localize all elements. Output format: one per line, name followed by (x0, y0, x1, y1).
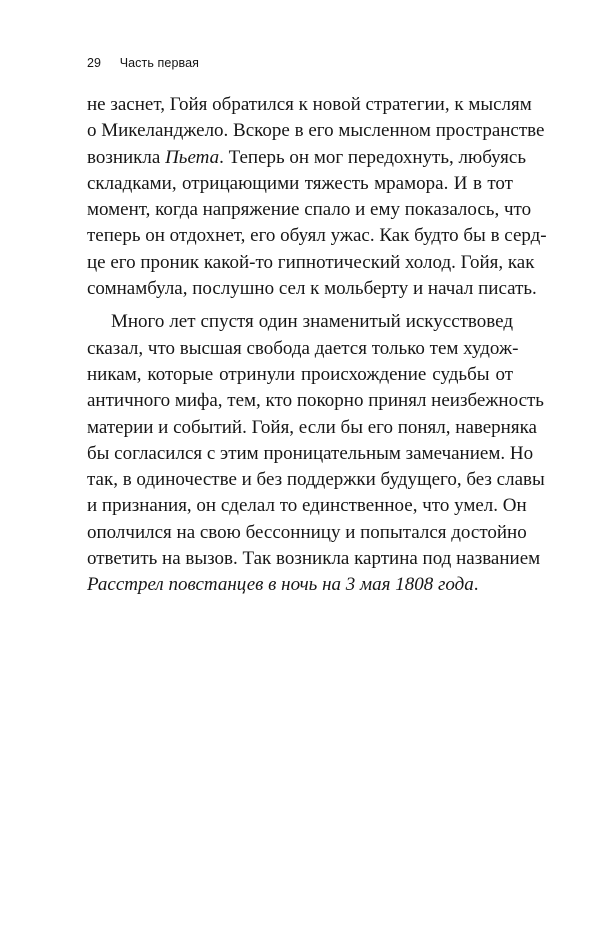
text-line: ополчился на свою бессонницу и попытался достойно (87, 521, 527, 543)
text-line: теперь он отдохнет, его обуял ужас. Как будто бы в серд- (87, 225, 547, 247)
text-line: це его проник какой-то гипнотический холод. Гойя, как (87, 251, 535, 273)
text-line: сомнамбула, послушно сел к мольберту и начал писать. (87, 278, 537, 300)
text-line: античного мифа, тем, кто покорно принял неизбежность (87, 390, 544, 412)
text-line: никам, которые отринули происхождение судьбы от (87, 363, 513, 385)
text-line: Расстрел повстанцев в ночь на 3 мая 1808 года. (87, 574, 479, 596)
paragraph-1 (87, 92, 547, 302)
paragraph-2 (87, 309, 545, 598)
page-body (87, 92, 547, 599)
text-line: о Микеланджело. Вскоре в его мысленном пространстве (87, 120, 545, 142)
text-line: и признания, он сделал то единственное, что умел. Он (87, 495, 527, 517)
section-title: Часть первая (119, 56, 200, 70)
text-line: так, в одиночестве и без поддержки будущего, без славы (87, 469, 545, 491)
text-line: не заснет, Гойя обратился к новой стратегии, к мыслям (87, 94, 532, 115)
text-line: ответить на вызов. Так возникла картина под названием (87, 548, 541, 570)
page-number: 29 (87, 56, 102, 70)
text-line: бы согласился с этим проницательным замечанием. Но (87, 442, 534, 464)
artwork-title-pieta: Пьета (165, 146, 220, 168)
text-line: сказал, что высшая свобода дается только тем худож- (87, 337, 519, 359)
text-line: материи и событий. Гойя, если бы его понял, наверняка (87, 416, 537, 438)
text-line: возникла Пьета. Теперь он мог передохнуть, любуясь (87, 146, 527, 168)
text-line: складками, отрицающими тяжесть мрамора. И в тот (87, 172, 513, 194)
artwork-title-execution: Расстрел повстанцев в ночь на 3 мая 1808 года (87, 574, 474, 596)
text-line: Много лет спустя один знаменитый искусствовед (111, 311, 513, 333)
text-line: момент, когда напряжение спало и ему показалось, что (87, 199, 532, 221)
running-header (87, 56, 199, 70)
